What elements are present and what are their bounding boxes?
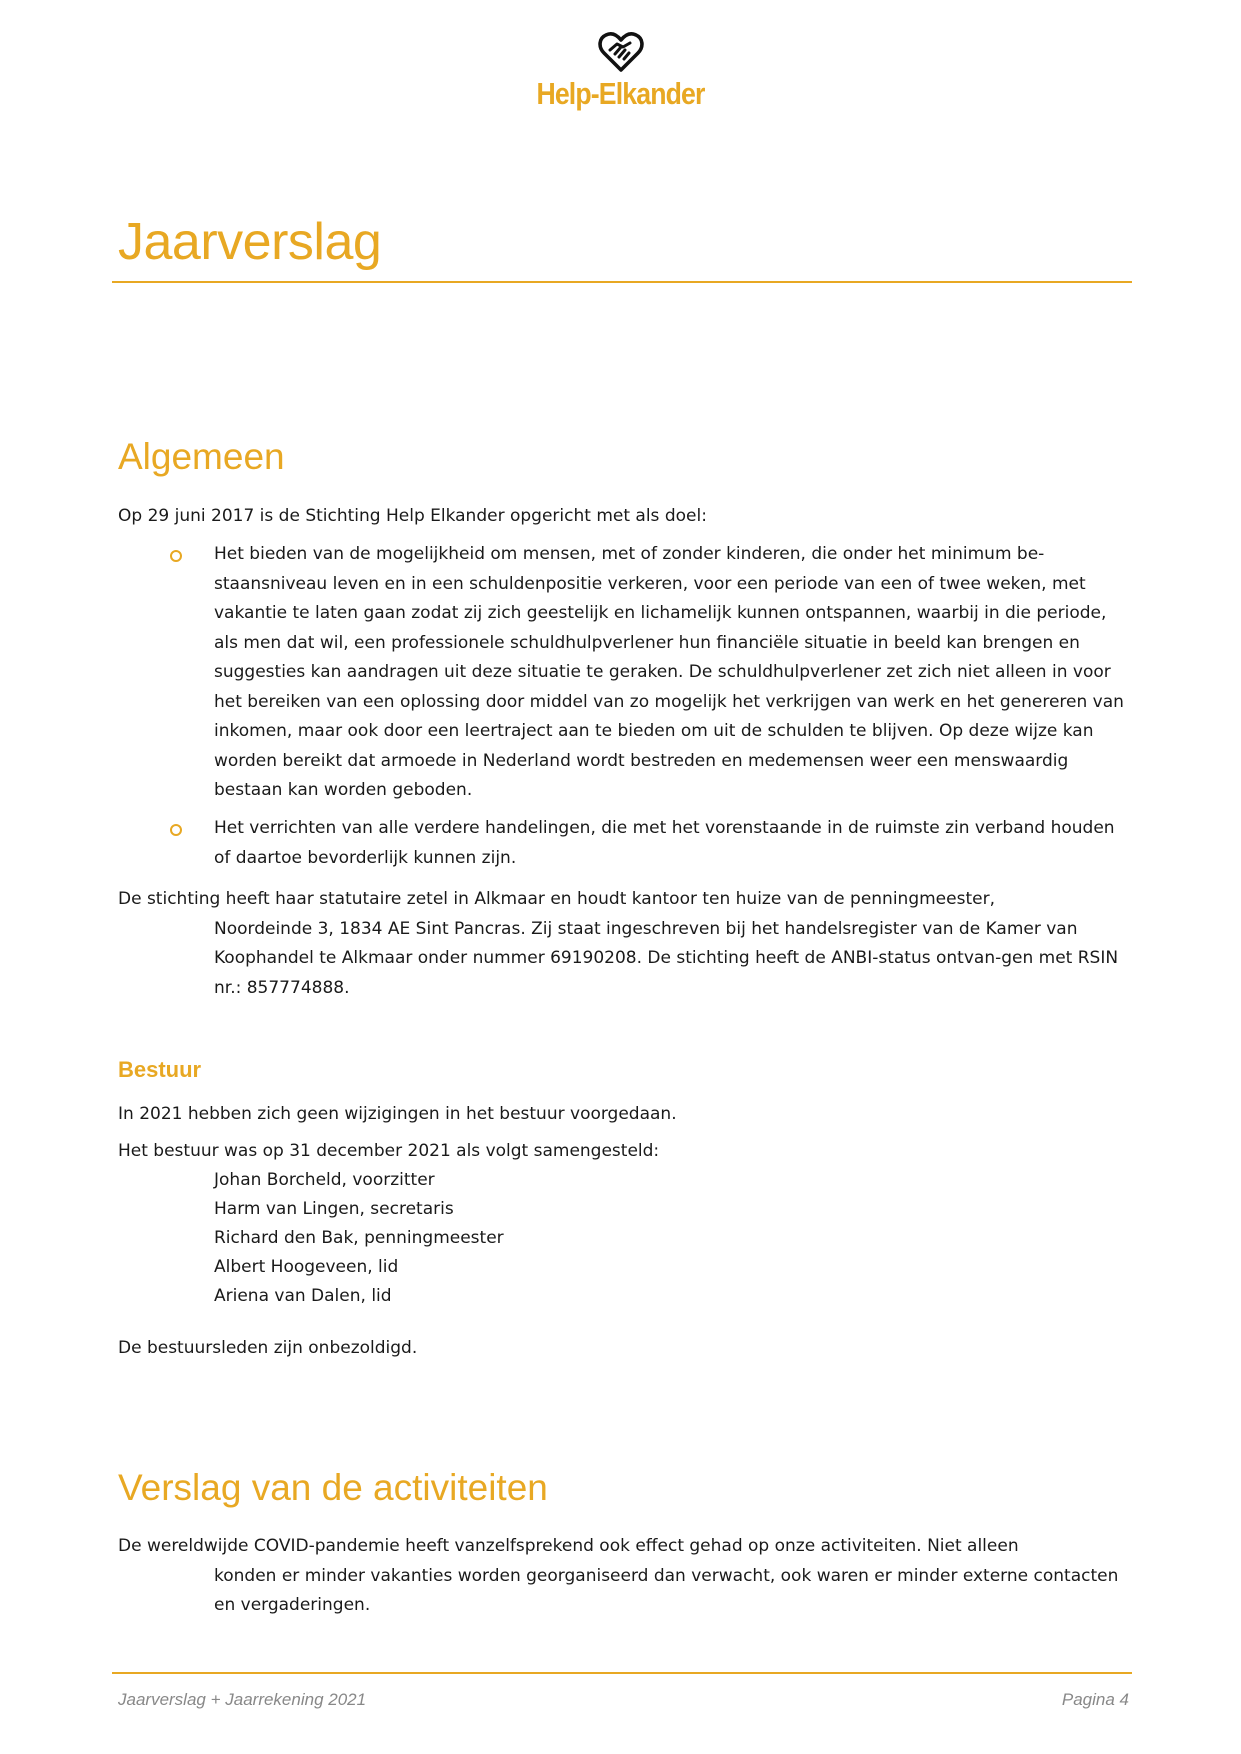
activities-continuation: konden er minder vakanties worden georganiseerd dan verwacht, ook waren er minder externe contacten en vergaderingen. <box>214 1565 1119 1615</box>
bullet-circle-icon <box>170 824 182 836</box>
activities-first-line: De wereldwijde COVID-pandemie heeft vanzelfsprekend ook effect gehad op onze activiteiten. Niet alleen <box>118 1536 1019 1556</box>
list-item: Het bieden van de mogelijkheid om mensen, met of zonder kinderen, die onder het minimum be-staansniveau leven en in een schuldenpositie verkeren, voor een periode van een of twee weken, met vakantie te laten gaan zodat zij zich geestelijk en lichamelijk kunnen ontspannen, waarbij in die periode, als men dat wil, een professionele schuldhulpverlener hun financiële situatie in beeld kan brengen en suggesties kan aandragen uit deze situatie te geraken. De schuldhulpverlener zet zich niet alleen in voor het bereiken van een oplossing door middel van zo mogelijk het verkrijgen van werk en het genereren van inkomen, maar ook door een leertraject aan te bieden om uit de schulden te blijven. Op deze wijze kan worden bereikt dat armoede in Nederland wordt bestreden en medemensen weer een menswaardig bestaan kan worden geboden. <box>214 544 1124 800</box>
seat-paragraph <box>118 885 1134 1003</box>
board-member-list <box>214 1166 504 1311</box>
footer-page-number: Pagina 4 <box>1061 1690 1129 1709</box>
document-title: Jaarverslag <box>118 213 382 271</box>
brand-name: Help-Elkander <box>536 76 705 111</box>
bullet-circle-icon <box>170 550 182 562</box>
bestuur-changes: In 2021 hebben zich geen wijzigingen in het bestuur voorgedaan. <box>118 1104 677 1124</box>
bestuur-unpaid-note: De bestuursleden zijn onbezoldigd. <box>118 1338 418 1358</box>
section-heading-algemeen: Algemeen <box>118 436 285 477</box>
list-item: Johan Borcheld, voorzitter <box>214 1170 435 1190</box>
bestuur-composition-intro: Het bestuur was op 31 december 2021 als volgt samengesteld: <box>118 1141 660 1161</box>
list-item: Het verrichten van alle verdere handelingen, die met het vorenstaande in de ruimste zin verband houden of daartoe bevorderlijk kunnen zijn. <box>214 818 1115 868</box>
list-item: Harm van Lingen, secretaris <box>214 1199 454 1219</box>
brand-logo <box>0 30 1241 112</box>
seat-continuation: Noordeinde 3, 1834 AE Sint Pancras. Zij staat ingeschreven bij het handelsregister van de Kamer van Koophandel te Alkmaar onder nummer 69190208. De stichting heeft de ANBI-status ontvan-gen met RSIN nr.: 857774888. <box>214 918 1119 998</box>
heart-handshake-icon <box>597 30 645 74</box>
activities-paragraph <box>118 1532 1134 1621</box>
list-item: Ariena van Dalen, lid <box>214 1286 392 1306</box>
footer-document-name: Jaarverslag + Jaarrekening 2021 <box>118 1690 367 1709</box>
section-heading-bestuur: Bestuur <box>118 1057 202 1082</box>
footer-divider <box>112 1672 1132 1674</box>
intro-paragraph: Op 29 juni 2017 is de Stichting Help Elkander opgericht met als doel: <box>118 506 707 526</box>
list-item: Richard den Bak, penningmeester <box>214 1228 504 1248</box>
seat-first-line: De stichting heeft haar statutaire zetel in Alkmaar en houdt kantoor ten huize van de penningmeester, <box>118 889 995 909</box>
title-divider <box>112 281 1132 283</box>
list-item: Albert Hoogeveen, lid <box>214 1257 399 1277</box>
section-heading-activiteiten: Verslag van de activiteiten <box>118 1467 548 1508</box>
